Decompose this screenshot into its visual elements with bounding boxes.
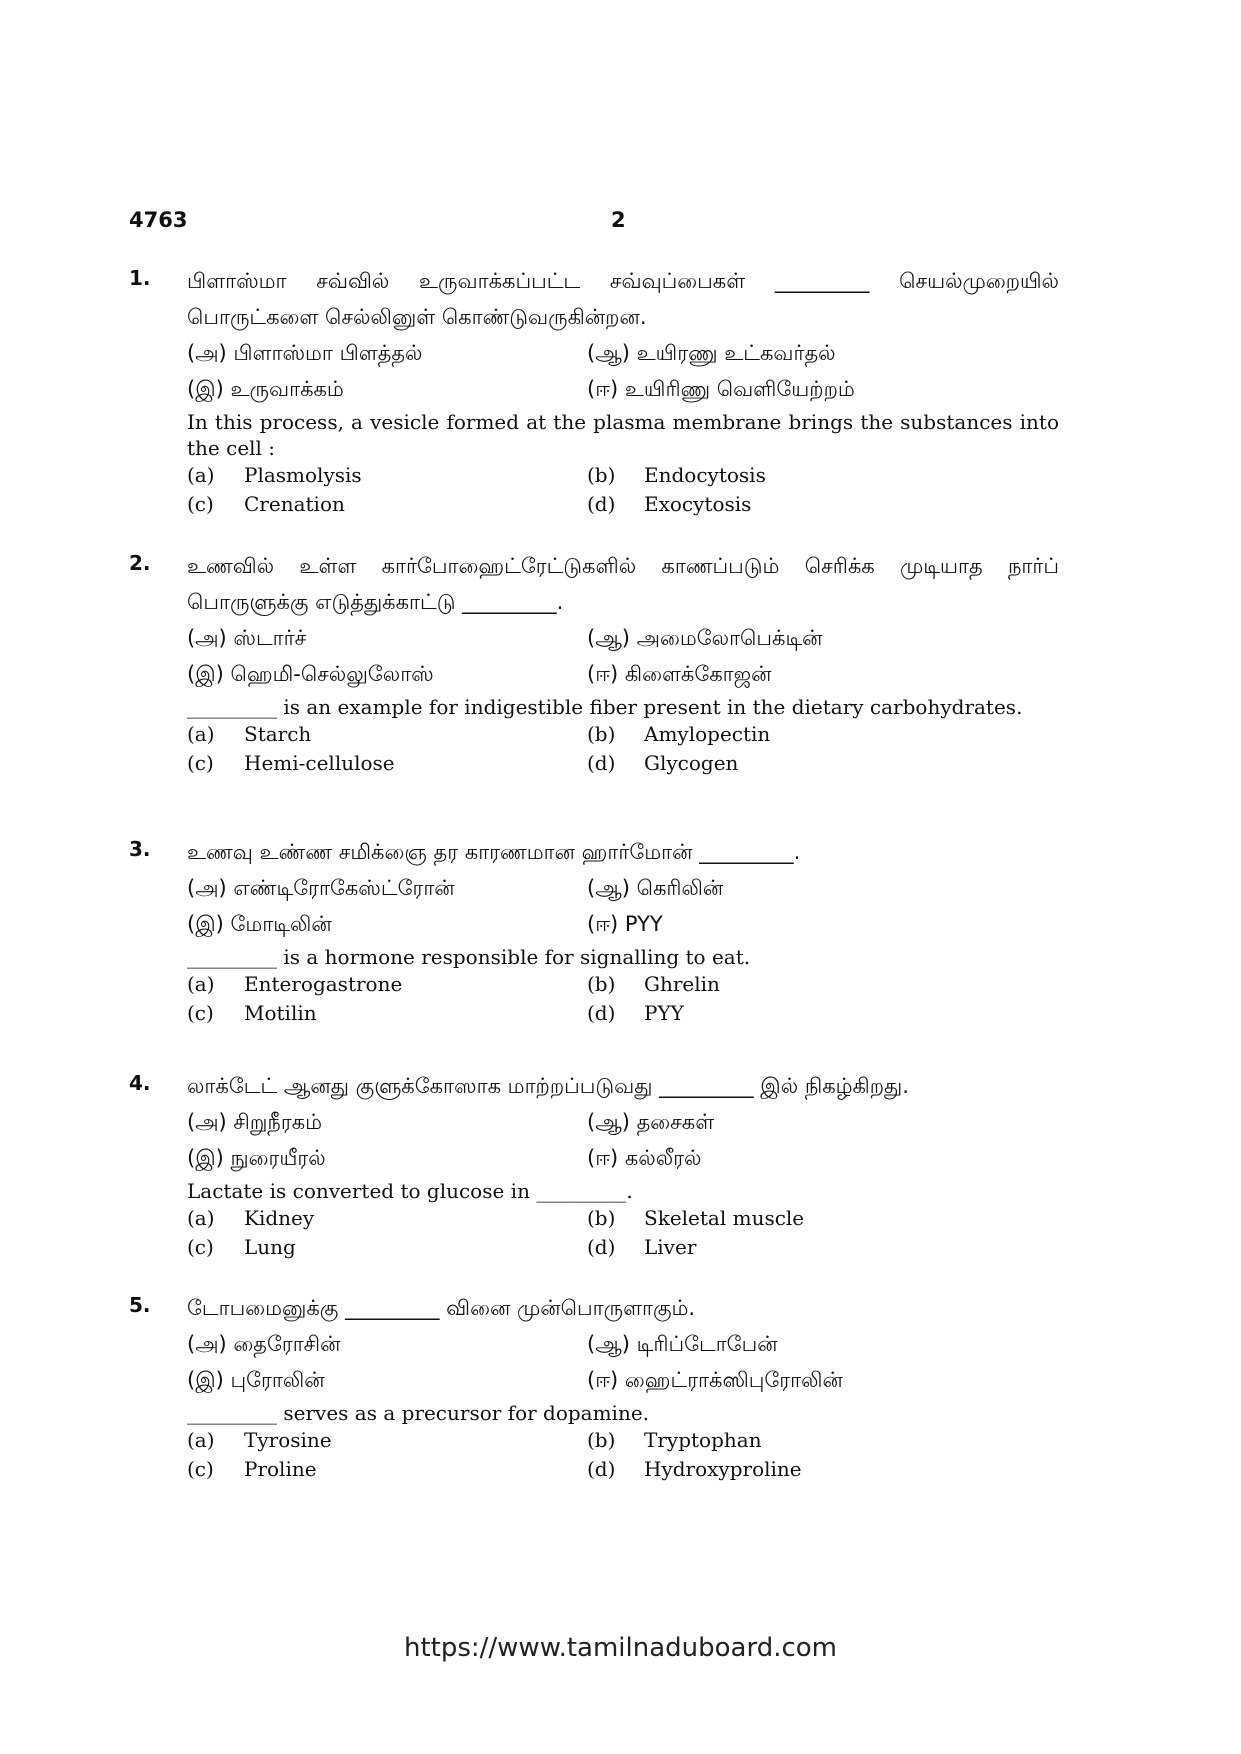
tamil-option-a: (அ) சிறுநீரகம் xyxy=(187,1110,323,1134)
option-c-label: (c) xyxy=(187,492,214,516)
tamil-option-b: (ஆ) தசைகள் xyxy=(587,1110,715,1134)
tamil-option-b: (ஆ) டிரிப்டோபேன் xyxy=(587,1332,778,1356)
tamil-option-d: (ஈ) கிளைக்கோஜன் xyxy=(587,662,772,686)
option-c-label: (c) xyxy=(187,1001,214,1025)
option-c-text: Hemi-cellulose xyxy=(244,751,395,775)
tamil-question-stem: உணவு உண்ண சமிக்ஞை தர காரணமான ஹார்மோன் _________. xyxy=(187,840,801,864)
paper-code: 4763 xyxy=(129,208,188,232)
tamil-option-a: (அ) ஸ்டார்ச் xyxy=(187,626,307,650)
option-a-text: Tyrosine xyxy=(244,1428,332,1452)
option-d-label: (d) xyxy=(587,492,616,516)
option-b-text: Tryptophan xyxy=(644,1428,762,1452)
tamil-option-c: (இ) உருவாக்கம் xyxy=(187,377,344,401)
option-c-text: Motilin xyxy=(244,1001,317,1025)
question-number: 3. xyxy=(129,837,151,861)
english-question-stem: In this process, a vesicle formed at the plasma membrane brings the substances into the cell : xyxy=(187,410,1059,460)
option-b-label: (b) xyxy=(587,972,616,996)
tamil-option-c: (இ) நுரையீரல் xyxy=(187,1146,326,1170)
tamil-question-stem: லாக்டேட் ஆனது குளுக்கோஸாக மாற்றப்படுவது _________ இல் நிகழ்கிறது. xyxy=(187,1074,909,1098)
option-c-label: (c) xyxy=(187,1235,214,1259)
option-b-label: (b) xyxy=(587,463,616,487)
option-b-text: Endocytosis xyxy=(644,463,766,487)
option-a-text: Starch xyxy=(244,722,312,746)
page-header xyxy=(129,208,1059,238)
option-c-label: (c) xyxy=(187,1457,214,1481)
option-a-label: (a) xyxy=(187,1428,215,1452)
english-question-stem: _________ serves as a precursor for dopamine. xyxy=(187,1401,650,1425)
tamil-option-d: (ஈ) கல்லீரல் xyxy=(587,1146,702,1170)
option-d-text: Liver xyxy=(644,1235,697,1259)
option-d-label: (d) xyxy=(587,1001,616,1025)
option-b-label: (b) xyxy=(587,1428,616,1452)
option-d-label: (d) xyxy=(587,751,616,775)
tamil-option-d: (ஈ) ஹைட்ராக்ஸிபுரோலின் xyxy=(587,1368,843,1392)
tamil-option-c: (இ) ஹெமி-செல்லுலோஸ் xyxy=(187,662,434,686)
option-a-text: Enterogastrone xyxy=(244,972,403,996)
option-a-label: (a) xyxy=(187,463,215,487)
tamil-question-stem: உணவில் உள்ள கார்போஹைட்ரேட்டுகளில் காணப்படும் செரிக்க முடியாத நார்ப் பொருளுக்கு எடுத்துக்காட்டு _________. xyxy=(187,554,1059,614)
option-d-label: (d) xyxy=(587,1235,616,1259)
english-question-stem: Lactate is converted to glucose in _________. xyxy=(187,1179,633,1203)
english-question-stem: _________ is an example for indigestible fiber present in the dietary carbohydrates. xyxy=(187,695,1023,719)
tamil-option-a: (அ) பிளாஸ்மா பிளத்தல் xyxy=(187,341,423,365)
option-b-text: Skeletal muscle xyxy=(644,1206,805,1230)
question-number: 1. xyxy=(129,266,151,290)
tamil-option-d: (ஈ) உயிரிணு வெளியேற்றம் xyxy=(587,377,855,401)
option-b-text: Ghrelin xyxy=(644,972,720,996)
option-c-text: Proline xyxy=(244,1457,317,1481)
tamil-question-stem: பிளாஸ்மா சவ்வில் உருவாக்கப்பட்ட சவ்வுப்பைகள் _________ செயல்முறையில் பொருட்களை செல்லினுள் கொண்டுவருகின்றன. xyxy=(187,269,1059,329)
question-number: 2. xyxy=(129,551,151,575)
question-number: 5. xyxy=(129,1293,151,1317)
tamil-option-c: (இ) புரோலின் xyxy=(187,1368,325,1392)
option-d-text: Hydroxyproline xyxy=(644,1457,802,1481)
option-b-label: (b) xyxy=(587,1206,616,1230)
option-a-label: (a) xyxy=(187,722,215,746)
tamil-option-b: (ஆ) கெரிலின் xyxy=(587,876,724,900)
option-c-text: Crenation xyxy=(244,492,345,516)
tamil-option-d: (ஈ) PYY xyxy=(587,912,663,936)
tamil-question-stem: டோபமைனுக்கு _________ வினை முன்பொருளாகும். xyxy=(187,1296,696,1320)
option-b-text: Amylopectin xyxy=(644,722,771,746)
option-b-label: (b) xyxy=(587,722,616,746)
footer-url: https://www.tamilnaduboard.com xyxy=(403,1633,838,1663)
tamil-option-c: (இ) மோடிலின் xyxy=(187,912,332,936)
tamil-option-a: (அ) தைரோசின் xyxy=(187,1332,341,1356)
tamil-option-b: (ஆ) உயிரணு உட்கவர்தல் xyxy=(587,341,836,365)
english-question-stem: _________ is a hormone responsible for signalling to eat. xyxy=(187,945,751,969)
option-d-text: Exocytosis xyxy=(644,492,752,516)
option-a-text: Kidney xyxy=(244,1206,315,1230)
question-number: 4. xyxy=(129,1071,151,1095)
page-number: 2 xyxy=(611,208,626,232)
option-d-text: PYY xyxy=(644,1001,684,1025)
option-d-text: Glycogen xyxy=(644,751,739,775)
option-a-label: (a) xyxy=(187,1206,215,1230)
option-c-text: Lung xyxy=(244,1235,296,1259)
option-a-text: Plasmolysis xyxy=(244,463,362,487)
tamil-option-a: (அ) எண்டிரோகேஸ்ட்ரோன் xyxy=(187,876,455,900)
option-a-label: (a) xyxy=(187,972,215,996)
tamil-option-b: (ஆ) அமைலோபெக்டின் xyxy=(587,626,823,650)
option-c-label: (c) xyxy=(187,751,214,775)
option-d-label: (d) xyxy=(587,1457,616,1481)
